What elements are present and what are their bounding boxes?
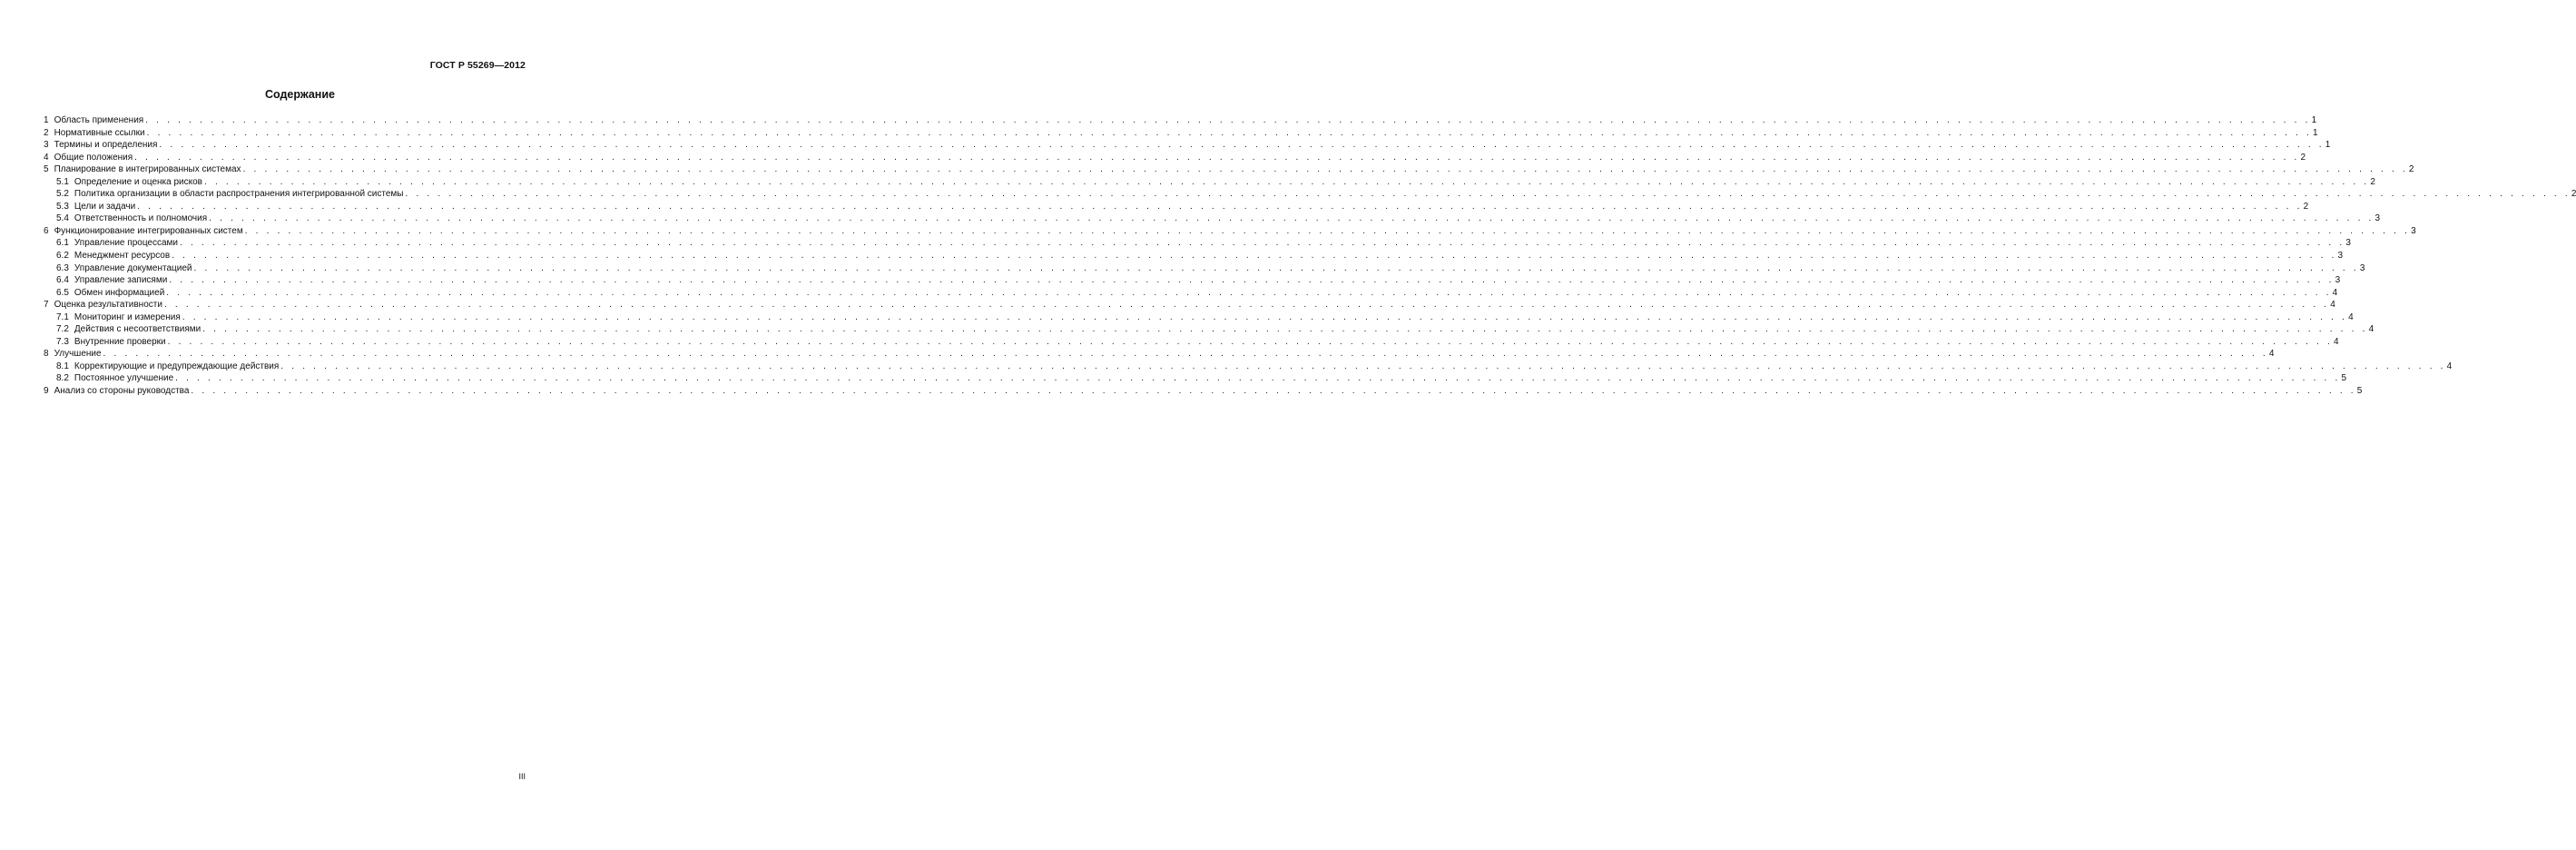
toc-entry-page: 1 bbox=[2325, 140, 2331, 151]
toc-dot-leader: . . . . . . . . . . . . . . . . . . . . . . . . . . . . . . . . . . . . . . . . . . . . . . . . . . . . . . . . . . . . . . . . . . . . . . . . . . . . . . . . . . . . . . . . . . . . . . . . . . . . . . . . . . . . . . . . . . . . . . . . . . . . . . . . . . . . . . . . . . . . . . . . . . . . . . . . . . . . . . . . . . . . . . . . . . . . . . . . . . . . . . . . . . . . . . . . . . . . . . . . bbox=[244, 225, 2411, 236]
toc-entry-title: Внутренние проверки bbox=[74, 336, 166, 347]
toc-entry-title: Функционирование интегрированных систем bbox=[54, 225, 243, 236]
toc-entry[interactable] bbox=[44, 299, 2335, 311]
toc-entry-page: 5 bbox=[2341, 373, 2347, 384]
page-number: III bbox=[518, 772, 526, 781]
toc-entry-title: Определение и оценка рисков bbox=[74, 176, 202, 187]
toc-entry-number: 4 bbox=[44, 152, 49, 163]
toc-dot-leader: . . . . . . . . . . . . . . . . . . . . . . . . . . . . . . . . . . . . . . . . . . . . . . . . . . . . . . . . . . . . . . . . . . . . . . . . . . . . . . . . . . . . . . . . . . . . . . . . . . . . . . . . . . . . . . . . . . . . . . . . . . . . . . . . . . . . . . . . . . . . . . . . . . . . . . . . . . . . . . . . . . . . . . . . . . . . . . . . . . . . . . . . . . . . . . . . . . . . . . . . bbox=[191, 386, 2356, 397]
document-code: ГОСТ Р 55269—2012 bbox=[429, 60, 526, 71]
toc-entry-title: Управление документацией bbox=[74, 262, 192, 273]
toc-entry-page: 3 bbox=[2345, 238, 2351, 249]
toc-dot-leader: . . . . . . . . . . . . . . . . . . . . . . . . . . . . . . . . . . . . . . . . . . . . . . . . . . . . . . . . . . . . . . . . . . . . . . . . . . . . . . . . . . . . . . . . . . . . . . . . . . . . . . . . . . . . . . . . . . . . . . . . . . . . . . . . . . . . . . . . . . . . . . . . . . . . . . . . . . . . . . . . . . . . . . . . . . . . . . . . . . . . . . . . . . . . . . . . . . . . . . . . bbox=[202, 324, 2368, 335]
toc-entry-number: 2 bbox=[44, 127, 49, 138]
toc-dot-leader: . . . . . . . . . . . . . . . . . . . . . . . . . . . . . . . . . . . . . . . . . . . . . . . . . . . . . . . . . . . . . . . . . . . . . . . . . . . . . . . . . . . . . . . . . . . . . . . . . . . . . . . . . . . . . . . . . . . . . . . . . . . . . . . . . . . . . . . . . . . . . . . . . . . . . . . . . . . . . . . . . . . . . . . . . . . . . . . . . . . . . . . . . . . . . . . . . . . . . . . . bbox=[166, 287, 2332, 298]
toc-entry-number: 3 bbox=[44, 140, 49, 151]
toc-dot-leader: . . . . . . . . . . . . . . . . . . . . . . . . . . . . . . . . . . . . . . . . . . . . . . . . . . . . . . . . . . . . . . . . . . . . . . . . . . . . . . . . . . . . . . . . . . . . . . . . . . . . . . . . . . . . . . . . . . . . . . . . . . . . . . . . . . . . . . . . . . . . . . . . . . . . . . . . . . . . . . . . . . . . . . . . . . . . . . . . . . . . . . . . . . . . . . . . . . . . . . . . bbox=[145, 115, 2311, 125]
toc-entry-title: Менеджмент ресурсов bbox=[74, 251, 171, 262]
toc-entry-page: 4 bbox=[2348, 311, 2354, 322]
toc-entry-page: 3 bbox=[2335, 275, 2341, 286]
toc-dot-leader: . . . . . . . . . . . . . . . . . . . . . . . . . . . . . . . . . . . . . . . . . . . . . . . . . . . . . . . . . . . . . . . . . . . . . . . . . . . . . . . . . . . . . . . . . . . . . . . . . . . . . . . . . . . . . . . . . . . . . . . . . . . . . . . . . . . . . . . . . . . . . . . . . . . . . . . . . . . . . . . . . . . . . . . . . . . . . . . . . . . . . . . . . . . . . . . . . . . . . . . . bbox=[180, 238, 2345, 249]
toc-entry-number: 6.2 bbox=[56, 251, 69, 262]
toc-entry[interactable] bbox=[44, 237, 2351, 250]
toc-entry-number: 5 bbox=[44, 164, 49, 175]
toc-entry[interactable] bbox=[44, 176, 2375, 189]
toc-entry[interactable] bbox=[44, 262, 2365, 275]
toc-entry-number: 6.1 bbox=[56, 238, 69, 249]
toc-entry-number: 6.3 bbox=[56, 262, 69, 273]
toc-entry-page: 2 bbox=[2370, 176, 2375, 187]
toc-entry-page: 1 bbox=[2313, 127, 2318, 138]
toc-dot-leader: . . . . . . . . . . . . . . . . . . . . . . . . . . . . . . . . . . . . . . . . . . . . . . . . . . . . . . . . . . . . . . . . . . . . . . . . . . . . . . . . . . . . . . . . . . . . . . . . . . . . . . . . . . . . . . . . . . . . . . . . . . . . . . . . . . . . . . . . . . . . . . . . . . . . . . . . . . . . . . . . . . . . . . . . . . . . . . . . . . . . . . . . . . . . . . . . . . . . . . . . bbox=[209, 213, 2374, 224]
toc-entry-title: Общие положения bbox=[54, 152, 133, 163]
toc-entry[interactable] bbox=[44, 361, 2453, 373]
toc-dot-leader: . . . . . . . . . . . . . . . . . . . . . . . . . . . . . . . . . . . . . . . . . . . . . . . . . . . . . . . . . . . . . . . . . . . . . . . . . . . . . . . . . . . . . . . . . . . . . . . . . . . . . . . . . . . . . . . . . . . . . . . . . . . . . . . . . . . . . . . . . . . . . . . . . . . . . . . . . . . . . . . . . . . . . . . . . . . . . . . . . . . . . . . . . . . . . . . . . . . . . . . . bbox=[167, 336, 2333, 347]
toc-entry[interactable] bbox=[44, 188, 2576, 201]
toc-entry[interactable] bbox=[44, 372, 2347, 385]
toc-entry-page: 4 bbox=[2446, 361, 2453, 371]
toc-entry-number: 5.2 bbox=[56, 189, 69, 200]
toc-entry-title: Анализ со стороны руководства bbox=[54, 386, 190, 397]
toc-entry-page: 3 bbox=[2374, 213, 2381, 224]
toc-dot-leader: . . . . . . . . . . . . . . . . . . . . . . . . . . . . . . . . . . . . . . . . . . . . . . . . . . . . . . . . . . . . . . . . . . . . . . . . . . . . . . . . . . . . . . . . . . . . . . . . . . . . . . . . . . . . . . . . . . . . . . . . . . . . . . . . . . . . . . . . . . . . . . . . . . . . . . . . . . . . . . . . . . . . . . . . . . . . . . . . . . . . . . . . . . . . . . . . . . . . . . . . bbox=[134, 152, 2300, 163]
toc-entry[interactable] bbox=[44, 212, 2381, 225]
toc-entry[interactable] bbox=[44, 348, 2275, 361]
toc-entry-title: Оценка результативности bbox=[54, 300, 162, 311]
toc-dot-leader: . . . . . . . . . . . . . . . . . . . . . . . . . . . . . . . . . . . . . . . . . . . . . . . . . . . . . . . . . . . . . . . . . . . . . . . . . . . . . . . . . . . . . . . . . . . . . . . . . . . . . . . . . . . . . . . . . . . . . . . . . . . . . . . . . . . . . . . . . . . . . . . . . . . . . . . . . . . . . . . . . . . . . . . . . . . . . . . . . . . . . . . . . . . . . . . . . . . . . . . . bbox=[146, 127, 2312, 138]
toc-dot-leader: . . . . . . . . . . . . . . . . . . . . . . . . . . . . . . . . . . . . . . . . . . . . . . . . . . . . . . . . . . . . . . . . . . . . . . . . . . . . . . . . . . . . . . . . . . . . . . . . . . . . . . . . . . . . . . . . . . . . . . . . . . . . . . . . . . . . . . . . . . . . . . . . . . . . . . . . . . . . . . . . . . . . . . . . . . . . . . . . . . . . . . . . . . . . . . . . . . . . . . . . bbox=[172, 251, 2337, 262]
toc-dot-leader: . . . . . . . . . . . . . . . . . . . . . . . . . . . . . . . . . . . . . . . . . . . . . . . . . . . . . . . . . . . . . . . . . . . . . . . . . . . . . . . . . . . . . . . . . . . . . . . . . . . . . . . . . . . . . . . . . . . . . . . . . . . . . . . . . . . . . . . . . . . . . . . . . . . . . . . . . . . . . . . . . . . . . . . . . . . . . . . . . . . . . . . . . . . . . . . . . . . . . . . . bbox=[169, 275, 2335, 286]
toc-dot-leader: . . . . . . . . . . . . . . . . . . . . . . . . . . . . . . . . . . . . . . . . . . . . . . . . . . . . . . . . . . . . . . . . . . . . . . . . . . . . . . . . . . . . . . . . . . . . . . . . . . . . . . . . . . . . . . . . . . . . . . . . . . . . . . . . . . . . . . . . . . . . . . . . . . . . . . . . . . . . . . . . . . . . . . . . . . . . . . . . . . . . . . . . . . . . . . . . . . . . . . . . bbox=[159, 140, 2325, 151]
toc-entry-number: 6 bbox=[44, 225, 49, 236]
toc-entry-number: 5.1 bbox=[56, 176, 69, 187]
toc-entry[interactable] bbox=[44, 336, 2339, 349]
toc-entry-number: 8.1 bbox=[56, 361, 69, 371]
toc-entry-page: 4 bbox=[2333, 336, 2339, 347]
toc-entry-number: 9 bbox=[44, 386, 49, 397]
toc-entry-number: 8.2 bbox=[56, 373, 69, 384]
toc-entry-page: 4 bbox=[2330, 300, 2335, 311]
toc-entry-page: 1 bbox=[2311, 115, 2317, 125]
toc-entry-number: 5.3 bbox=[56, 201, 69, 212]
toc-entry-page: 3 bbox=[2411, 225, 2416, 236]
toc-entry-title: Политика организации в области распространения интегрированной системы bbox=[74, 189, 404, 200]
toc-entry-page: 2 bbox=[2571, 189, 2576, 200]
toc-entry[interactable] bbox=[44, 385, 2363, 398]
toc-entry-title: Цели и задачи bbox=[74, 201, 136, 212]
toc-dot-leader: . . . . . . . . . . . . . . . . . . . . . . . . . . . . . . . . . . . . . . . . . . . . . . . . . . . . . . . . . . . . . . . . . . . . . . . . . . . . . . . . . . . . . . . . . . . . . . . . . . . . . . . . . . . . . . . . . . . . . . . . . . . . . . . . . . . . . . . . . . . . . . . . . . . . . . . . . . . . . . . . . . . . . . . . . . . . . . . . . . . . . . . . . . . . . . . . . . . . . . . . bbox=[405, 189, 2571, 200]
toc-title: Содержание bbox=[264, 88, 335, 101]
toc-entry-number: 7.2 bbox=[56, 324, 69, 335]
toc-dot-leader: . . . . . . . . . . . . . . . . . . . . . . . . . . . . . . . . . . . . . . . . . . . . . . . . . . . . . . . . . . . . . . . . . . . . . . . . . . . . . . . . . . . . . . . . . . . . . . . . . . . . . . . . . . . . . . . . . . . . . . . . . . . . . . . . . . . . . . . . . . . . . . . . . . . . . . . . . . . . . . . . . . . . . . . . . . . . . . . . . . . . . . . . . . . . . . . . . . . . . . . . bbox=[163, 300, 2330, 311]
toc-entry-page: 4 bbox=[2368, 324, 2374, 335]
toc-entry-title: Планирование в интегрированных системах bbox=[54, 164, 241, 175]
toc-entry-number: 1 bbox=[44, 115, 49, 125]
toc-entry-number: 5.4 bbox=[56, 213, 69, 224]
toc-entry[interactable] bbox=[44, 201, 2309, 213]
toc-entry[interactable] bbox=[44, 114, 2317, 127]
toc-entry[interactable] bbox=[44, 163, 2414, 176]
toc-entry-title: Улучшение bbox=[54, 349, 102, 360]
toc-entry[interactable] bbox=[44, 311, 2354, 324]
toc-entry-page: 2 bbox=[2303, 201, 2309, 212]
toc-dot-leader: . . . . . . . . . . . . . . . . . . . . . . . . . . . . . . . . . . . . . . . . . . . . . . . . . . . . . . . . . . . . . . . . . . . . . . . . . . . . . . . . . . . . . . . . . . . . . . . . . . . . . . . . . . . . . . . . . . . . . . . . . . . . . . . . . . . . . . . . . . . . . . . . . . . . . . . . . . . . . . . . . . . . . . . . . . . . . . . . . . . . . . . . . . . . . . . . . . . . . . . . bbox=[182, 311, 2348, 322]
toc-entry-title: Термины и определения bbox=[54, 140, 158, 151]
toc-dot-leader: . . . . . . . . . . . . . . . . . . . . . . . . . . . . . . . . . . . . . . . . . . . . . . . . . . . . . . . . . . . . . . . . . . . . . . . . . . . . . . . . . . . . . . . . . . . . . . . . . . . . . . . . . . . . . . . . . . . . . . . . . . . . . . . . . . . . . . . . . . . . . . . . . . . . . . . . . . . . . . . . . . . . . . . . . . . . . . . . . . . . . . . . . . . . . . . . . . . . . . . . bbox=[137, 201, 2303, 212]
toc-entry[interactable] bbox=[44, 323, 2374, 336]
toc-entry-page: 5 bbox=[2356, 386, 2363, 397]
toc-entry-title: Действия с несоответствиями bbox=[74, 324, 202, 335]
toc-entry[interactable] bbox=[44, 250, 2344, 262]
toc-entry-title: Управление записями bbox=[74, 275, 168, 286]
toc-entry-number: 7.3 bbox=[56, 336, 69, 347]
toc-dot-leader: . . . . . . . . . . . . . . . . . . . . . . . . . . . . . . . . . . . . . . . . . . . . . . . . . . . . . . . . . . . . . . . . . . . . . . . . . . . . . . . . . . . . . . . . . . . . . . . . . . . . . . . . . . . . . . . . . . . . . . . . . . . . . . . . . . . . . . . . . . . . . . . . . . . . . . . . . . . . . . . . . . . . . . . . . . . . . . . . . . . . . . . . . . . . . . . . . . . . . . . . bbox=[175, 373, 2341, 384]
toc-entry-page: 2 bbox=[2408, 164, 2414, 175]
toc-entry-number: 8 bbox=[44, 349, 49, 360]
toc-entry-number: 6.5 bbox=[56, 287, 69, 298]
toc-entry-title: Область применения bbox=[54, 115, 144, 125]
toc-entry-title: Постоянное улучшение bbox=[74, 373, 174, 384]
toc-dot-leader: . . . . . . . . . . . . . . . . . . . . . . . . . . . . . . . . . . . . . . . . . . . . . . . . . . . . . . . . . . . . . . . . . . . . . . . . . . . . . . . . . . . . . . . . . . . . . . . . . . . . . . . . . . . . . . . . . . . . . . . . . . . . . . . . . . . . . . . . . . . . . . . . . . . . . . . . . . . . . . . . . . . . . . . . . . . . . . . . . . . . . . . . . . . . . . . . . . . . . . . . bbox=[242, 164, 2408, 175]
toc-entry-number: 7.1 bbox=[56, 311, 69, 322]
toc-entry-page: 3 bbox=[2337, 251, 2344, 262]
toc-entry-number: 7 bbox=[44, 300, 49, 311]
toc-entry[interactable] bbox=[44, 139, 2331, 152]
toc-entry-page: 4 bbox=[2332, 287, 2338, 298]
toc-dot-leader: . . . . . . . . . . . . . . . . . . . . . . . . . . . . . . . . . . . . . . . . . . . . . . . . . . . . . . . . . . . . . . . . . . . . . . . . . . . . . . . . . . . . . . . . . . . . . . . . . . . . . . . . . . . . . . . . . . . . . . . . . . . . . . . . . . . . . . . . . . . . . . . . . . . . . . . . . . . . . . . . . . . . . . . . . . . . . . . . . . . . . . . . . . . . . . . . . . . . . . . . bbox=[280, 361, 2446, 371]
toc-entry[interactable] bbox=[44, 274, 2341, 287]
toc-dot-leader: . . . . . . . . . . . . . . . . . . . . . . . . . . . . . . . . . . . . . . . . . . . . . . . . . . . . . . . . . . . . . . . . . . . . . . . . . . . . . . . . . . . . . . . . . . . . . . . . . . . . . . . . . . . . . . . . . . . . . . . . . . . . . . . . . . . . . . . . . . . . . . . . . . . . . . . . . . . . . . . . . . . . . . . . . . . . . . . . . . . . . . . . . . . . . . . . . . . . . . . . bbox=[103, 349, 2268, 360]
toc-entry-page: 4 bbox=[2268, 349, 2275, 360]
toc-entry-page: 3 bbox=[2359, 262, 2365, 273]
toc-entry-title: Мониторинг и измерения bbox=[74, 311, 181, 322]
toc-entry[interactable] bbox=[44, 225, 2416, 238]
toc-entry-title: Управление процессами bbox=[74, 238, 179, 249]
toc-entry-title: Обмен информацией bbox=[74, 287, 165, 298]
toc-entry[interactable] bbox=[44, 287, 2338, 300]
toc-dot-leader: . . . . . . . . . . . . . . . . . . . . . . . . . . . . . . . . . . . . . . . . . . . . . . . . . . . . . . . . . . . . . . . . . . . . . . . . . . . . . . . . . . . . . . . . . . . . . . . . . . . . . . . . . . . . . . . . . . . . . . . . . . . . . . . . . . . . . . . . . . . . . . . . . . . . . . . . . . . . . . . . . . . . . . . . . . . . . . . . . . . . . . . . . . . . . . . . . . . . . . . . bbox=[203, 176, 2370, 187]
toc-entry-number: 6.4 bbox=[56, 275, 69, 286]
toc-entry[interactable] bbox=[44, 152, 2306, 164]
toc-entry-title: Корректирующие и предупреждающие действия bbox=[74, 361, 280, 371]
toc-entry[interactable] bbox=[44, 127, 2318, 140]
table-of-contents bbox=[44, 114, 2576, 398]
toc-entry-title: Ответственность и полномочия bbox=[74, 213, 208, 224]
toc-entry-page: 2 bbox=[2300, 152, 2306, 163]
toc-dot-leader: . . . . . . . . . . . . . . . . . . . . . . . . . . . . . . . . . . . . . . . . . . . . . . . . . . . . . . . . . . . . . . . . . . . . . . . . . . . . . . . . . . . . . . . . . . . . . . . . . . . . . . . . . . . . . . . . . . . . . . . . . . . . . . . . . . . . . . . . . . . . . . . . . . . . . . . . . . . . . . . . . . . . . . . . . . . . . . . . . . . . . . . . . . . . . . . . . . . . . . . . bbox=[193, 262, 2359, 273]
toc-entry-title: Нормативные ссылки bbox=[54, 127, 145, 138]
